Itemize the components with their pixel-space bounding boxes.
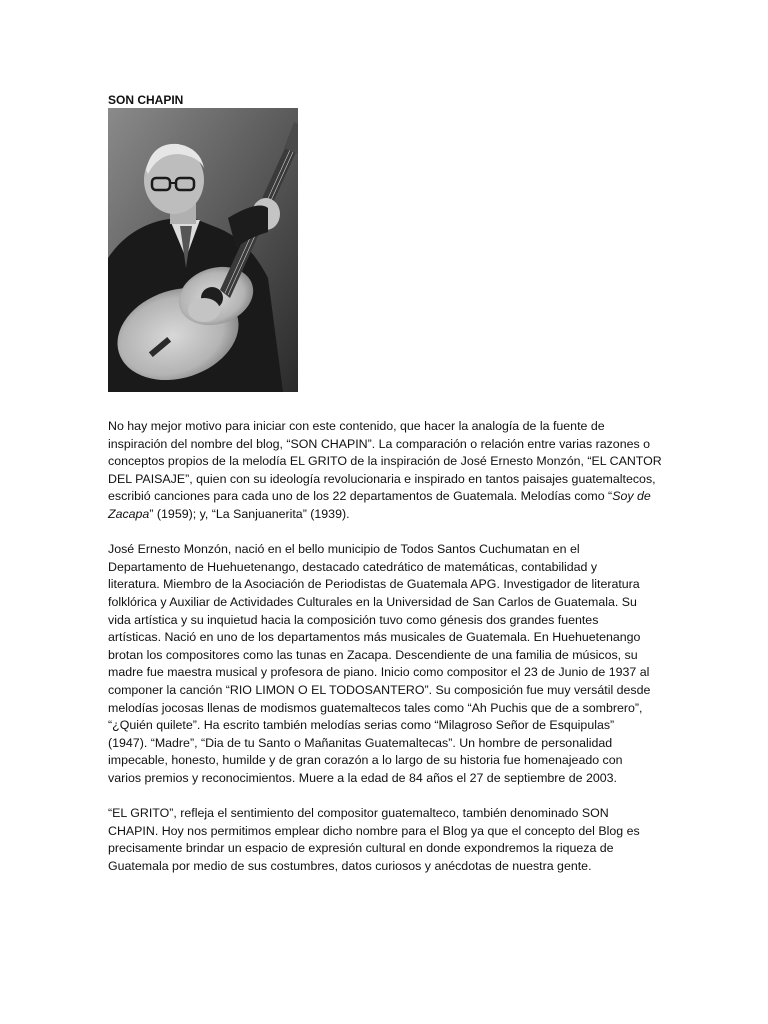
text-line: artísticas. Nació en uno de los departamentos más musicales de Guatemala. En Huehuetenango	[108, 630, 641, 645]
text-line: DEL PAISAJE”, quien con su ideología revolucionaria e inspirado en tantos paisajes guatemaltecos,	[108, 471, 656, 486]
text-line: escribió canciones para cada uno de los 22 departamentos de Guatemala. Melodías como “Soy de	[108, 489, 651, 504]
text-line: brotan los compositores como las tunas en Zacapa. Descendiente de una familia de músicos, su	[108, 647, 638, 662]
text-line: folklórica y Auxiliar de Actividades Culturales en la Universidad de San Carlos de Guatemala. Su	[108, 594, 637, 609]
portrait-guitarist-photo	[108, 108, 298, 392]
text-line: madre fue maestra musical y profesora de piano. Inicio como compositor el 23 de Junio de 1937 al	[108, 665, 650, 680]
text-line: Guatemala por medio de sus costumbres, datos curiosos y anécdotas de nuestra gente.	[108, 858, 592, 873]
text-line: melodías jocosas llenas de modismos guatemaltecos tales como “Ah Puchis que de a sombrero”,	[108, 700, 643, 715]
text-line: precisamente brindar un espacio de expresión cultural en donde expondremos la riqueza de	[108, 841, 614, 856]
song-title-italic: Zacapa	[108, 506, 150, 521]
text-line: componer la canción “RIO LIMON O EL TODOSANTERO”. Su composición fue muy versátil desde	[108, 682, 651, 697]
text-line: Zacapa” (1959); y, “La Sanjuanerita” (1939).	[108, 506, 350, 521]
text-line: José Ernesto Monzón, nació en el bello municipio de Todos Santos Cuchumatan en el	[108, 542, 580, 557]
paragraph-closing	[108, 805, 668, 875]
text-line: vida artística y su inquietud hacia la composición tuvo como génesis dos grandes fuentes	[108, 612, 599, 627]
text-line: inspiración del nombre del blog, “SON CHAPIN”. La comparación o relación entre varias razones o	[108, 436, 651, 451]
text-line: CHAPIN. Hoy nos permitimos emplear dicho nombre para el Blog ya que el concepto del Blog es	[108, 823, 640, 838]
article-body	[108, 418, 668, 893]
text-line: conceptos propios de la melodía EL GRITO de la inspiración de José Ernesto Monzón, “EL CANTOR	[108, 454, 662, 469]
text-line: “EL GRITO”, refleja el sentimiento del compositor guatemalteco, también denominado SON	[108, 806, 609, 821]
text-line: Departamento de Huehuetenango, destacado catedrático de matemáticas, contabilidad y	[108, 559, 598, 574]
song-title-italic: Soy de	[612, 489, 651, 504]
paragraph-biography	[108, 541, 668, 787]
text-line: No hay mejor motivo para iniciar con este contenido, que hacer la analogía de la fuente de	[108, 419, 605, 433]
text-line: (1947). “Madre”, “Dia de tu Santo o Mañanitas Guatemaltecas”. Un hombre de personalidad	[108, 735, 613, 750]
text-line: literatura. Miembro de la Asociación de Periodistas de Guatemala APG. Investigador de literatura	[108, 577, 640, 592]
document-title: SON CHAPIN	[108, 93, 184, 107]
text-line: impecable, honesto, humilde y de gran corazón a lo largo de su historia fue homenajeado con	[108, 753, 623, 768]
text-line: “¿Quién quilete”. Ha escrito también melodías serias como “Milagroso Señor de Esquipulas”	[108, 718, 615, 733]
text-line: varios premios y reconocimientos. Muere a la edad de 84 años el 27 de septiembre de 2003.	[108, 770, 618, 785]
paragraph-intro	[108, 418, 668, 524]
